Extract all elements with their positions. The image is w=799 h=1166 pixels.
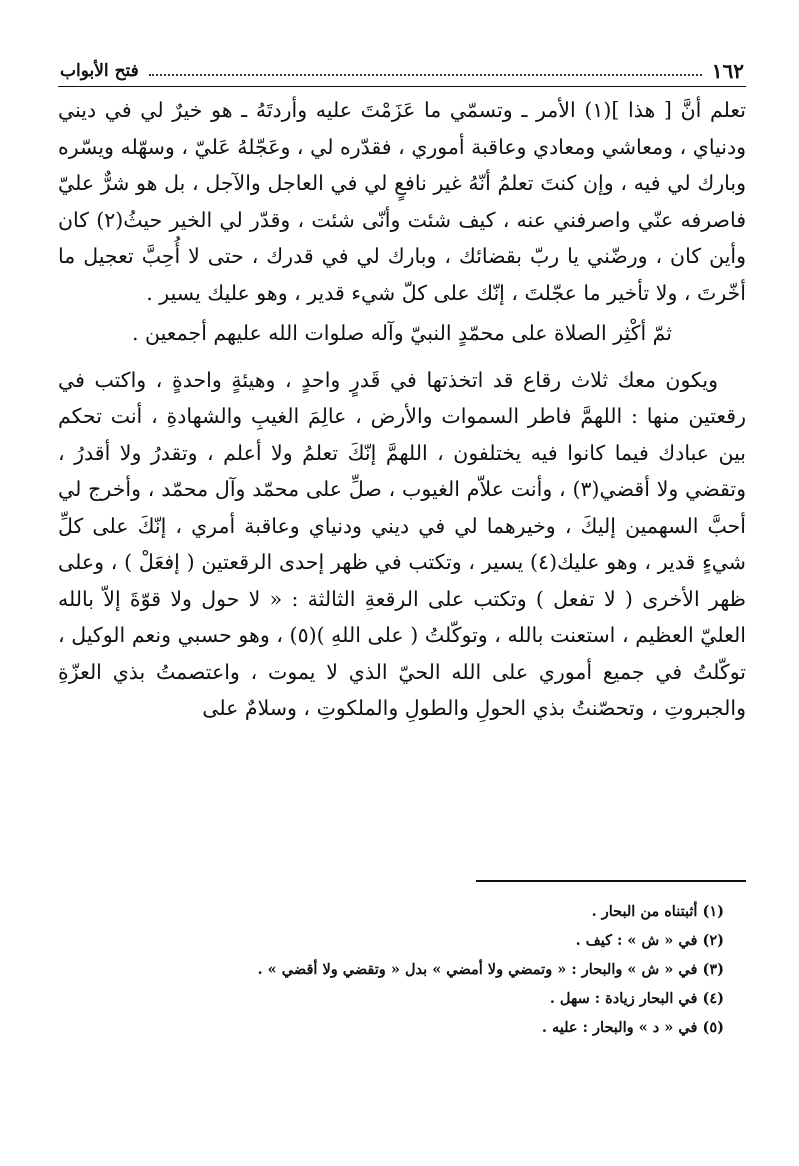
page-number: ١٦٢: [711, 59, 744, 83]
body-paragraph-3: ويكون معك ثلاث رقاع قد اتخذتها في قَدرٍ واحدٍ ، وهيئةٍ واحدةٍ ، واكتب في رقعتين منها : اللهمَّ فاطر السموات والأرض ، عالِمَ الغيبِ والشهادةِ ، أنت تحكم بين عبادك فيما كانوا فيه يختلفون ، اللهمَّ إنّكَ تعلمُ ولا أعلم ، وتقدرُ ولا أقدرُ ، وتقضي ولا أقضي(٣) ، وأنت علاّم الغيوب ، صلِّ على محمّد وآل محمّد ، وأخرج لي أحبَّ السهمين إليكَ ، وخيرهما لي في ديني ودنياي وعاقبة أمري ، إنّكَ على كلِّ شيءٍ قدير ، وهو عليك(٤) يسير ، وتكتب في ظهر إحدى الرقعتين ( إفعَلْ ) ، وعلى ظهر الأخرى ( لا تفعل ) وتكتب على الرقعةِ الثالثة : « لا حول ولا قوّةَ إلاّ بالله العليّ العظيم ، استعنت بالله ، وتوكّلتُ ( على اللهِ )(٥) ، وهو حسبي ونعم الوكيل ، توكّلتُ في جميع أموري على الله الحيّ الذي لا يموت ، واعتصمتُ بذي العزّةِ والجبروتِ ، وتحصّنتُ بذي الحولِ والطولِ والملكوتِ ، وسلامٌ على: [58, 367, 746, 720]
footnotes-list: [58, 897, 724, 1042]
body-paragraph-1: تعلم أنَّ [ هذا ](١) الأمر ـ وتسمّي ما عَزَمْتَ عليه وأردتَهُ ـ هو خيرٌ لي في ديني ودنياي ، ومعاشي ومعادي وعاقبة أموري ، فقدّره لي ، وعَجّلهُ عَليّ ، وسهّله ويسّره وبارك لي فيه ، وإن كنتَ تعلمُ أنّهُ غير نافعٍ لي في العاجل والآجل ، بل هو شرٌّ عليّ فاصرفه عنّي واصرفني عنه ، كيف شئت وأنّى شئت ، وقدّر لي الخير حيثُ(٢) كان وأين كان ، ورضّني يا ربّ بقضائك ، وبارك لي في قدرك ، حتى لا أُحِبَّ تعجيل ما أخّرتَ ، ولا تأخير ما عجّلتَ ، إنّك على كلّ شيء قدير ، وهو عليك يسير .: [58, 98, 747, 305]
running-title: فتح الأبواب: [60, 61, 139, 81]
footnote-2: (٢) في « ش » : كيف .: [575, 932, 724, 949]
footnote-5: (٥) في « د » والبحار : عليه .: [541, 1019, 724, 1036]
body-text: [58, 92, 746, 727]
dotted-leader: [149, 74, 702, 76]
footnote-1: (١) أثبتناه من البحار .: [591, 903, 724, 920]
footnote-4: (٤) في البحار زيادة : سهل .: [549, 990, 724, 1007]
body-paragraph-2: ثمّ أكْثِر الصلاة على محمّدٍ النبيّ وآله صلوات الله عليهم أجمعين .: [131, 321, 673, 345]
footnote-3: (٣) في « ش » والبحار : « وتمضي ولا أمضي » بدل « وتقضي ولا أقضي » .: [257, 961, 724, 978]
book-page: [58, 44, 746, 1124]
page-header: [58, 56, 746, 87]
footnote-separator: [476, 880, 746, 882]
